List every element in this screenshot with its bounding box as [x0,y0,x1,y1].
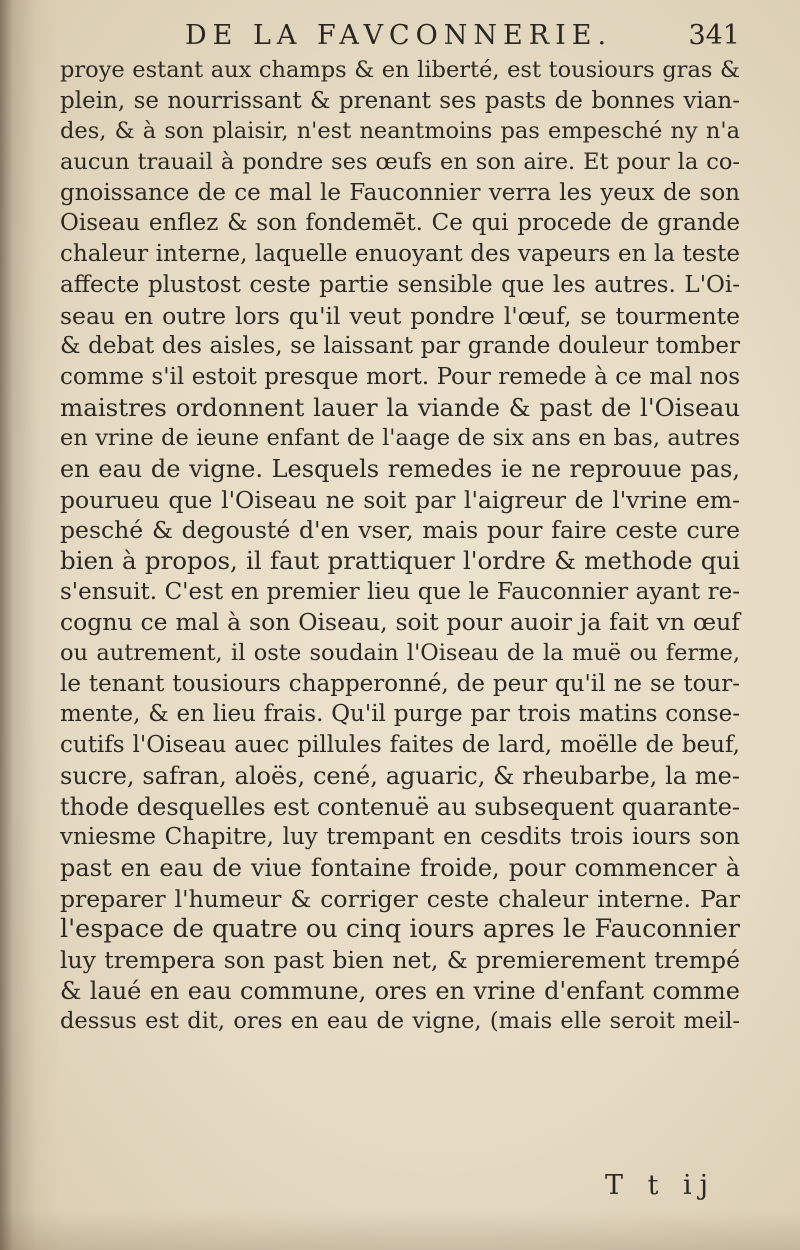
running-title: DE LA FAVCONNERIE. [185,20,613,51]
text-line: en vrine de ieune enfant de l'aage de six ans en bas, autres [60,425,740,452]
text-line: chaleur interne, laquelle enuoyant des vapeurs en la teste [60,241,740,268]
text-line: vniesme Chapitre, luy trempant en cesdits trois iours son [60,824,740,851]
page-number: 341 [688,20,740,51]
text-line: le tenant tousiours chapperonné, de peur qu'il ne se tour- [60,670,740,697]
text-line: proye estant aux champs & en liberté, est tousiours gras & [60,57,740,83]
text-line: mente, & en lieu frais. Qu'il purge par trois matins conse- [60,701,740,728]
text-line: thode desquelles est contenuë au subsequent quarante- [60,792,741,821]
text-line: s'ensuit. C'est en premier lieu que le Fauconnier ayant re- [60,578,740,605]
text-line: des, & à son plaisir, n'est neantmoins pas empesché ny n'a [60,118,740,145]
gutter-shadow [0,0,60,1250]
text-line: l'espace de quatre ou cinq iours apres le Fauconnier [60,914,740,945]
text-line: sucre, safran, aloës, cené, aguaric, & rheubarbe, la me- [60,761,740,790]
text-line: & laué en eau commune, ores en vrine d'enfant comme [60,976,740,1005]
text-line: past en eau de viue fontaine froide, pour commencer à [60,853,740,882]
text-line: gnoissance de ce mal le Fauconnier verra les yeux de son [60,179,740,206]
text-line: seau en outre lors qu'il veut pondre l'œuf, se tourmente [60,301,740,330]
text-line: ou autrement, il oste soudain l'Oiseau de la muë ou ferme, [60,640,740,667]
text-line: comme s'il estoit presque mort. Pour remede à ce mal nos [60,363,740,390]
text-line: dessus est dit, ores en eau de vigne, (mais elle seroit meil- [60,1008,740,1035]
text-line: preparer l'humeur & corriger ceste chaleur interne. Par [60,884,740,913]
page-edge-shading [0,1210,800,1250]
text-line: affecte plustost ceste partie sensible que les autres. L'Oi- [60,271,740,298]
text-line: maistres ordonnent lauer la viande & past de l'Oiseau [60,392,740,422]
text-line: aucun trauail à pondre ses œufs en son aire. Et pour la co- [60,149,740,176]
text-line: bien à propos, il faut prattiquer l'ordre & methode qui [60,546,740,575]
body-text [60,55,740,1037]
text-line: cutifs l'Oiseau auec pillules faites de lard, moëlle de beuf, [60,732,740,759]
text-line: plein, se nourrissant & prenant ses pasts de bonnes vian- [60,87,740,114]
running-head [60,16,740,56]
signature-mark: T t ij [605,1170,717,1201]
text-line: & debat des aisles, se laissant par grande douleur tomber [60,333,740,360]
text-line: pourueu que l'Oiseau ne soit par l'aigreur de l'vrine em- [60,485,740,514]
text-line: en eau de vigne. Lesquels remedes ie ne reprouue pas, [60,454,740,483]
text-line: luy trempera son past bien net, & premierement trempé [60,945,740,974]
text-line: cognu ce mal à son Oiseau, soit pour auoir ja fait vn œuf [60,608,740,637]
text-line: Oiseau enflez & son fondemēt. Ce qui procede de grande [60,210,740,237]
text-line: pesché & degousté d'en vser, mais pour faire ceste cure [60,516,740,545]
